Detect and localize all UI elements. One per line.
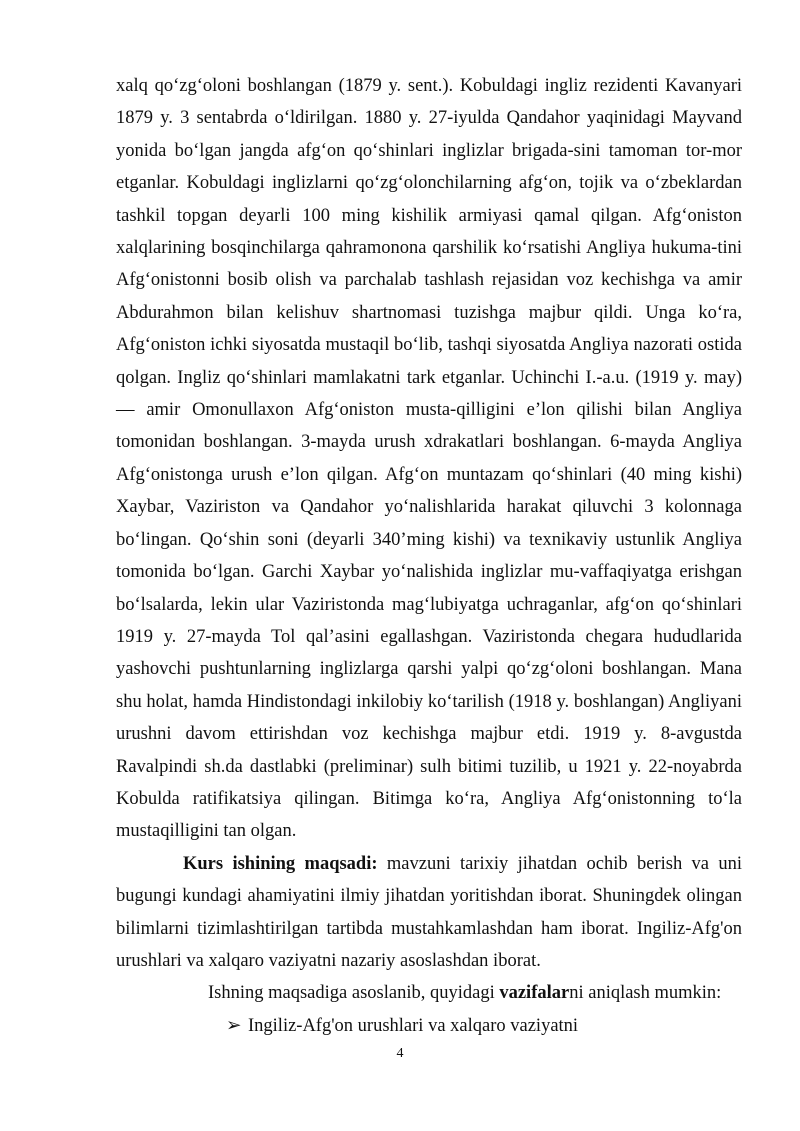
page-number: 4 [396,1046,404,1061]
bullet-list-item [116,1010,742,1042]
course-goal-label: Kurs ishining maqsadi: [183,853,378,874]
course-goal-paragraph [116,848,742,978]
tasks-intro-bold: vazifalar [499,983,570,1004]
tasks-intro-after: ni aniqlash mumkin: [569,983,722,1004]
tasks-intro-before: Ishning maqsadiga asoslanib, quyidagi [208,983,500,1004]
page-content [116,70,742,1042]
tasks-intro-line [116,977,742,1009]
arrow-bullet-icon: ➢ [226,1015,242,1036]
body-paragraph-history: xalq qo‘zg‘oloni boshlangan (1879 y. sent.). Kobuldagi ingliz rezidenti Kavanyari 1879 y. 3 sentabrda o‘ldirilgan. 1880 y. 27-iyulda Qandahor yaqinidagi Mayvand yonida bo‘lgan jangda afg‘on qo‘shinlari inglizlar brigada-sini tamoman tor-mor etganlar. Kobuldagi inglizlarni qo‘zg‘olonchilarning afg‘on, tojik va o‘zbeklardan tashkil topgan deyarli 100 ming kishilik armiyasi qamal qilgan. Afg‘oniston xalqlarining bosqinchilarga qahramonona qarshilik ko‘rsatishi Angliya hukuma-tini Afg‘onistonni bosib olish va parchalab tashlash rejasidan voz kechishga va amir Abdurahmon bilan kelishuv shartnomasi tuzishga majbur qildi. Unga ko‘ra, Afg‘oniston ichki siyosatda mustaqil bo‘lib, tashqi siyosatda Angliya nazorati ostida qolgan. Ingliz qo‘shinlari mamlakatni tark etganlar. Uchinchi I.-a.u. (1919 y. may) — amir Omonullaxon Afg‘oniston musta-qilligini e’lon qilishi bilan Angliya tomonidan boshlangan. 3-mayda urush xdrakatlari boshlangan. 6-mayda Angliya Afg‘onistonga urush e’lon qilgan. Afg‘on muntazam qo‘shinlari (40 ming kishi) Xaybar, Vaziriston va Qandahor yo‘nalishlarida harakat qiluvchi 3 kolonnaga bo‘lingan. Qo‘shin soni (deyarli 340’ming kishi) va texnikaviy ustunlik Angliya tomonida bo‘lgan. Garchi Xaybar yo‘nalishida inglizlar mu-vaffaqiyatga erishgan bo‘lsalarda, lekin ular Vaziristonda mag‘lubiyatga uchraganlar, afg‘on qo‘shinlari 1919 y. 27-mayda Tol qal’asini egallashgan. Vaziristonda chegara hududlarida yashovchi pushtunlarning inglizlarga qarshi yalpi qo‘zg‘oloni boshlangan. Mana shu holat, hamda Hindistondagi inkilobiy ko‘tarilish (1918 y. boshlangan) Angliyani urushni davom ettirishdan voz kechishga majbur etdi. 1919 y. 8-avgustda Ravalpindi sh.da dastlabki (preliminar) sulh bitimi tuzilib, u 1921 y. 22-noyabrda Kobulda ratifikatsiya qilingan. Bitimga ko‘ra, Angliya Afg‘onistonning to‘la mustaqilligini tan olgan. [116,76,742,842]
course-goal-text: mavzuni tarixiy jihatdan ochib berish va uni bugungi kundagi ahamiyatini ilmiy jihatdan yoritishdan iborat. Shuningdek olingan bilimlarni tizimlashtirilgan tartibda mustahkamlashdan ham iborat. Ingiliz-Afg'on urushlari va xalqaro vaziyatni nazariy asoslashdan iborat. [116,853,742,971]
bullet-item-text: Ingiliz-Afg'on urushlari va xalqaro vaziyatni [248,1015,579,1036]
